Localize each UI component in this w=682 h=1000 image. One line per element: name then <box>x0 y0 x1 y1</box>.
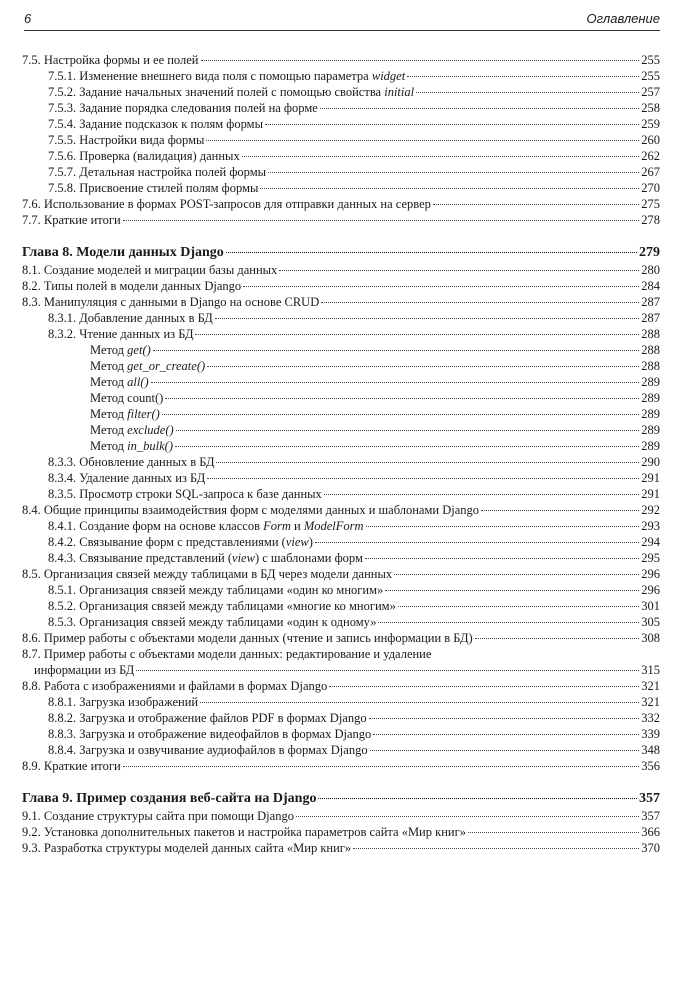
toc-entry: 8.2. Типы полей в модели данных Django 284 <box>22 279 660 293</box>
toc-entry: 8.4.2. Связывание форм с представлениями (view) 294 <box>48 535 660 549</box>
toc-entry: 8.5.3. Организация связей между таблицами «один к одному» 305 <box>48 615 660 629</box>
toc-entry: 7.5.3. Задание порядка следования полей на форме 258 <box>48 101 660 115</box>
toc-entry: 8.8.4. Загрузка и озвучивание аудиофайлов в формах Django 348 <box>48 743 660 757</box>
toc-entry: 8.8.1. Загрузка изображений 321 <box>48 695 660 709</box>
page-number: 6 <box>24 11 32 26</box>
toc-entry: 8.3.1. Добавление данных в БД 287 <box>48 311 660 325</box>
toc-entry: Метод count() 289 <box>90 391 660 405</box>
toc-entry: 9.1. Создание структуры сайта при помощи Django 357 <box>22 809 660 823</box>
toc-entry: 8.3.4. Удаление данных из БД 291 <box>48 471 660 485</box>
toc-entry: 9.2. Установка дополнительных пакетов и настройка параметров сайта «Мир книг» 366 <box>22 825 660 839</box>
toc-entry: 8.4.3. Связывание представлений (view) с шаблонами форм 295 <box>48 551 660 565</box>
toc-entry: 7.7. Краткие итоги 278 <box>22 213 660 227</box>
toc-entry: Метод filter() 289 <box>90 407 660 421</box>
toc-entry: 8.8.2. Загрузка и отображение файлов PDF в формах Django 332 <box>48 711 660 725</box>
toc-entry: 8.5. Организация связей между таблицами в БД через модели данных 296 <box>22 567 660 581</box>
toc-entry: Метод get_or_create() 288 <box>90 359 660 373</box>
toc-entry: Метод get() 288 <box>90 343 660 357</box>
toc-entry: 8.3. Манипуляция с данными в Django на основе CRUD 287 <box>22 295 660 309</box>
page-header <box>24 8 660 31</box>
toc-entry: 9.3. Разработка структуры моделей данных сайта «Мир книг» 370 <box>22 841 660 855</box>
toc-entry: Метод exclude() 289 <box>90 423 660 437</box>
toc-entry: 7.5.8. Присвоение стилей полям формы 270 <box>48 181 660 195</box>
toc-entry: 7.5.2. Задание начальных значений полей с помощью свойства initial 257 <box>48 85 660 99</box>
toc-entry: 8.3.5. Просмотр строки SQL-запроса к базе данных 291 <box>48 487 660 501</box>
toc-entry: 7.5.6. Проверка (валидация) данных 262 <box>48 149 660 163</box>
toc-entry: 8.4. Общие принципы взаимодействия форм с моделями данных и шаблонами Django 292 <box>22 503 660 517</box>
toc-entry: 7.5.1. Изменение внешнего вида поля с помощью параметра widget 255 <box>48 69 660 83</box>
toc-entry: 8.5.1. Организация связей между таблицами «один ко многим» 296 <box>48 583 660 597</box>
toc-entry: Метод in_bulk() 289 <box>90 439 660 453</box>
toc-entry: 8.3.3. Обновление данных в БД 290 <box>48 455 660 469</box>
table-of-contents <box>22 52 660 856</box>
toc-entry: 7.5.7. Детальная настройка полей формы 267 <box>48 165 660 179</box>
toc-entry: 7.5.4. Задание подсказок к полям формы 259 <box>48 117 660 131</box>
toc-entry: Метод all() 289 <box>90 375 660 389</box>
toc-entry: 8.3.2. Чтение данных из БД 288 <box>48 327 660 341</box>
toc-entry: 8.8.3. Загрузка и отображение видеофайлов в формах Django 339 <box>48 727 660 741</box>
toc-chapter-heading: Глава 8. Модели данных Django 279 <box>22 245 660 260</box>
toc-entry: 7.5.5. Настройки вида формы 260 <box>48 133 660 147</box>
toc-entry: 8.4.1. Создание форм на основе классов Form и ModelForm 293 <box>48 519 660 533</box>
toc-entry: 8.7. Пример работы с объектами модели данных: редактирование и удаление информации из БД 315 <box>22 647 660 677</box>
toc-entry: 8.9. Краткие итоги 356 <box>22 759 660 773</box>
running-title: Оглавление <box>586 11 660 26</box>
toc-entry: 7.6. Использование в формах POST-запросов для отправки данных на сервер 275 <box>22 197 660 211</box>
toc-entry: 8.6. Пример работы с объектами модели данных (чтение и запись информации в БД) 308 <box>22 631 660 645</box>
toc-entry: 7.5. Настройка формы и ее полей 255 <box>22 53 660 67</box>
toc-chapter-heading: Глава 9. Пример создания веб-сайта на Django 357 <box>22 791 660 806</box>
toc-entry: 8.8. Работа с изображениями и файлами в формах Django 321 <box>22 679 660 693</box>
toc-entry: 8.1. Создание моделей и миграции базы данных 280 <box>22 263 660 277</box>
toc-entry: 8.5.2. Организация связей между таблицами «многие ко многим» 301 <box>48 599 660 613</box>
